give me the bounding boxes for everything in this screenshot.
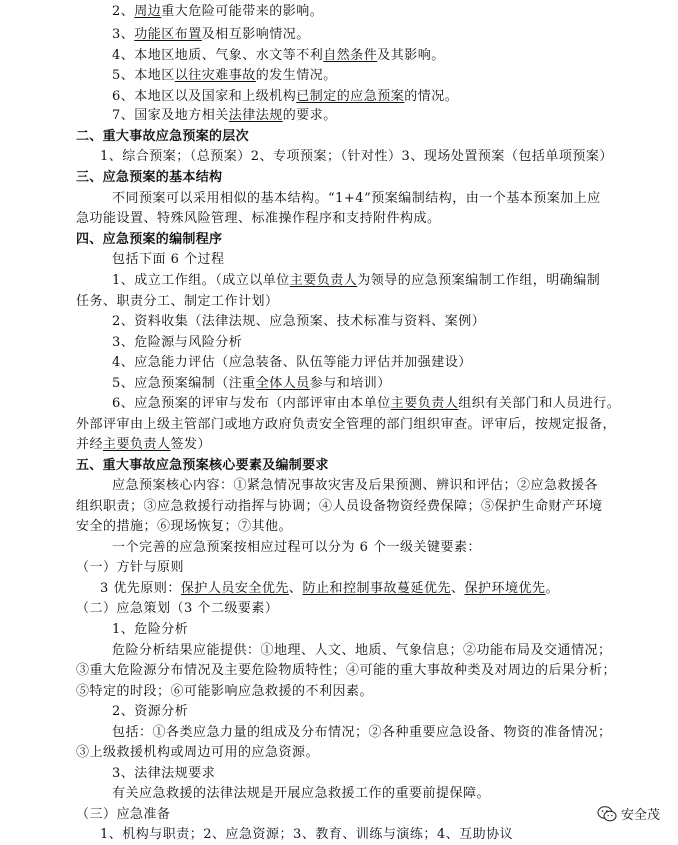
text-run: 组织职责；③应急救援行动指挥与协调；④人员设备物资经费保障；⑤保护生命财产环境 [76, 499, 603, 514]
text-run: 参与和培训） [309, 376, 391, 391]
text-run: 的情况。 [404, 89, 459, 104]
text-run: 6、本地区以及国家和上级机构 [112, 89, 297, 104]
text-run: 任务、职责分工、制定工作计划） [76, 294, 279, 309]
text-run: 4、应急能力评估（应急装备、队伍等能力评估并加强建设） [112, 355, 472, 370]
text-run: 及其影响。 [377, 48, 445, 63]
text-run: 5、应急预案编制（注重 [112, 376, 256, 391]
text-line [112, 620, 188, 640]
text-run: 的要求。 [282, 108, 337, 123]
underlined-term: 以往灾难事故 [174, 68, 256, 83]
text-run: 3 优先原则： [100, 581, 181, 596]
text-line [112, 106, 337, 126]
text-run: 1、综合预案；（总预案）2、专项预案；（针对性）3、现场处置预案（包括单项预案） [100, 149, 613, 164]
section-heading [76, 127, 249, 147]
text-line [112, 764, 215, 784]
section-heading [76, 456, 329, 476]
underlined-term: 功能区布置 [134, 27, 202, 42]
underlined-term: 主要负责人 [289, 273, 358, 288]
text-run: 一个完善的应急预案按相应过程可以分为 6 个一级关键要素： [112, 540, 482, 555]
text-line [112, 538, 481, 558]
underlined-term: 主要负责人 [103, 437, 171, 452]
text-line [76, 805, 171, 825]
text-line [76, 292, 279, 312]
text-run: 急功能设置、特殊风险管理、标准操作程序和支持附件构成。 [76, 211, 441, 226]
text-run: 危险分析结果应能提供：①地理、人文、地质、气象信息；②功能布局及交通情况； [112, 643, 612, 658]
text-line [112, 723, 612, 743]
underlined-term: 法律法规 [228, 108, 283, 123]
text-run: 包括下面 6 个过程 [112, 252, 225, 267]
text-run: 二、重大事故应急预案的层次 [76, 129, 249, 144]
section-heading [76, 168, 222, 188]
underlined-term: 自然条件 [323, 48, 378, 63]
text-line [112, 702, 188, 722]
underlined-term: 已制定的应急预案 [296, 89, 405, 104]
text-run: 、 [450, 581, 465, 596]
text-run: 3、法律法规要求 [112, 766, 216, 781]
text-line [112, 66, 337, 86]
text-line [112, 476, 598, 496]
text-run: （一）方针与原则 [76, 560, 185, 575]
text-run: （三）应急准备 [76, 807, 171, 822]
text-run: 签发） [170, 437, 212, 452]
text-line [76, 517, 292, 537]
section-heading [76, 230, 222, 250]
text-run: 5、本地区 [112, 68, 175, 83]
text-run: 有关应急救援的法律法规是开展应急救援工作的重要前提保障。 [112, 786, 491, 801]
text-run: 不同预案可以采用相似的基本结构。“1+4”预案编制结构，由一个基本预案加上应 [112, 191, 601, 206]
text-line [112, 641, 612, 661]
text-run: 2、资料收集（法律法规、应急预案、技术标准与资料、案例） [112, 314, 486, 329]
text-run: ③重大危险源分布情况及主要危险物质特性；④可能的重大事故种类及对周边的后果分析； [76, 663, 617, 678]
watermark-label: 安全茂 [620, 808, 660, 823]
text-run: 为领导的应急预案编制工作组，明确编制 [357, 273, 601, 288]
text-line [112, 2, 323, 22]
text-run: 三、应急预案的基本结构 [76, 170, 223, 185]
text-run: 3、危险源与风险分析 [112, 335, 243, 350]
text-line [76, 599, 278, 619]
text-line [112, 333, 242, 353]
text-line [76, 497, 603, 517]
text-line [76, 435, 211, 455]
text-run: 1、成立工作组。（成立以单位 [112, 273, 290, 288]
underlined-term: 全体人员 [255, 376, 310, 391]
underlined-term: 保护人员安全优先 [180, 581, 289, 596]
text-run: 应急预案核心内容：①紧急情况事故灾害及后果预测、辨识和评估；②应急救援各 [112, 478, 599, 493]
text-line [76, 661, 616, 681]
underlined-term: 保护环境优先 [464, 581, 546, 596]
text-run: 7、国家及地方相关 [112, 108, 229, 123]
text-run: 2、资源分析 [112, 704, 189, 719]
wechat-icon [597, 805, 617, 823]
text-run: 重大危险可能带来的影响。 [161, 4, 324, 19]
text-run: 组织有关部门和人员进行。 [458, 396, 621, 411]
text-line [76, 743, 319, 763]
text-line [112, 394, 620, 414]
text-run: 包括：①各类应急力量的组成及分布情况；②各种重要应急设备、物资的准备情况； [112, 725, 612, 740]
text-run: 4、本地区地质、气象、水文等不利 [112, 48, 324, 63]
text-run: 安全的措施；⑥现场恢复；⑦其他。 [76, 519, 293, 534]
text-line [112, 374, 391, 394]
text-line [100, 825, 513, 845]
underlined-term: 主要负责人 [390, 396, 459, 411]
watermark [597, 804, 660, 823]
text-line [76, 682, 373, 702]
text-run: ⑤特定的时段；⑥可能影响应急救援的不利因素。 [76, 684, 374, 699]
text-run: 2、 [112, 4, 135, 19]
text-line [112, 784, 490, 804]
text-run: 。 [545, 581, 559, 596]
text-line [100, 579, 559, 599]
text-run: 及相互影响情况。 [201, 27, 310, 42]
text-line [112, 250, 225, 270]
text-run: 3、 [112, 27, 135, 42]
text-run: ③上级救援机构或周边可用的应急资源。 [76, 745, 320, 760]
text-line [100, 147, 613, 167]
text-line [112, 46, 445, 66]
text-line [76, 558, 184, 578]
underlined-term: 周边 [134, 4, 162, 19]
text-run: 、 [288, 581, 303, 596]
text-line [112, 271, 600, 291]
text-run: 五、重大事故应急预案核心要素及编制要求 [76, 458, 329, 473]
text-run: 外部评审由上级主管部门或地方政府负责安全管理的部门组织审查。评审后，按规定报备， [76, 417, 617, 432]
text-line [76, 209, 441, 229]
text-line [112, 189, 601, 209]
text-line [76, 415, 616, 435]
text-run: （二）应急策划（3 个二级要素） [76, 601, 279, 616]
text-run: 并经 [76, 437, 104, 452]
text-line [112, 353, 472, 373]
text-run: 四、应急预案的编制程序 [76, 232, 223, 247]
text-line [112, 312, 485, 332]
text-run: 的发生情况。 [255, 68, 337, 83]
text-line [112, 25, 310, 45]
text-run: 1、机构与职责；2、应急资源；3、教育、训练与演练；4、互助协议 [100, 827, 514, 842]
text-run: 1、危险分析 [112, 622, 189, 637]
text-line [112, 87, 458, 107]
text-run: 6、应急预案的评审与发布（内部评审由本单位 [112, 396, 391, 411]
underlined-term: 防止和控制事故蔓延优先 [302, 581, 451, 596]
